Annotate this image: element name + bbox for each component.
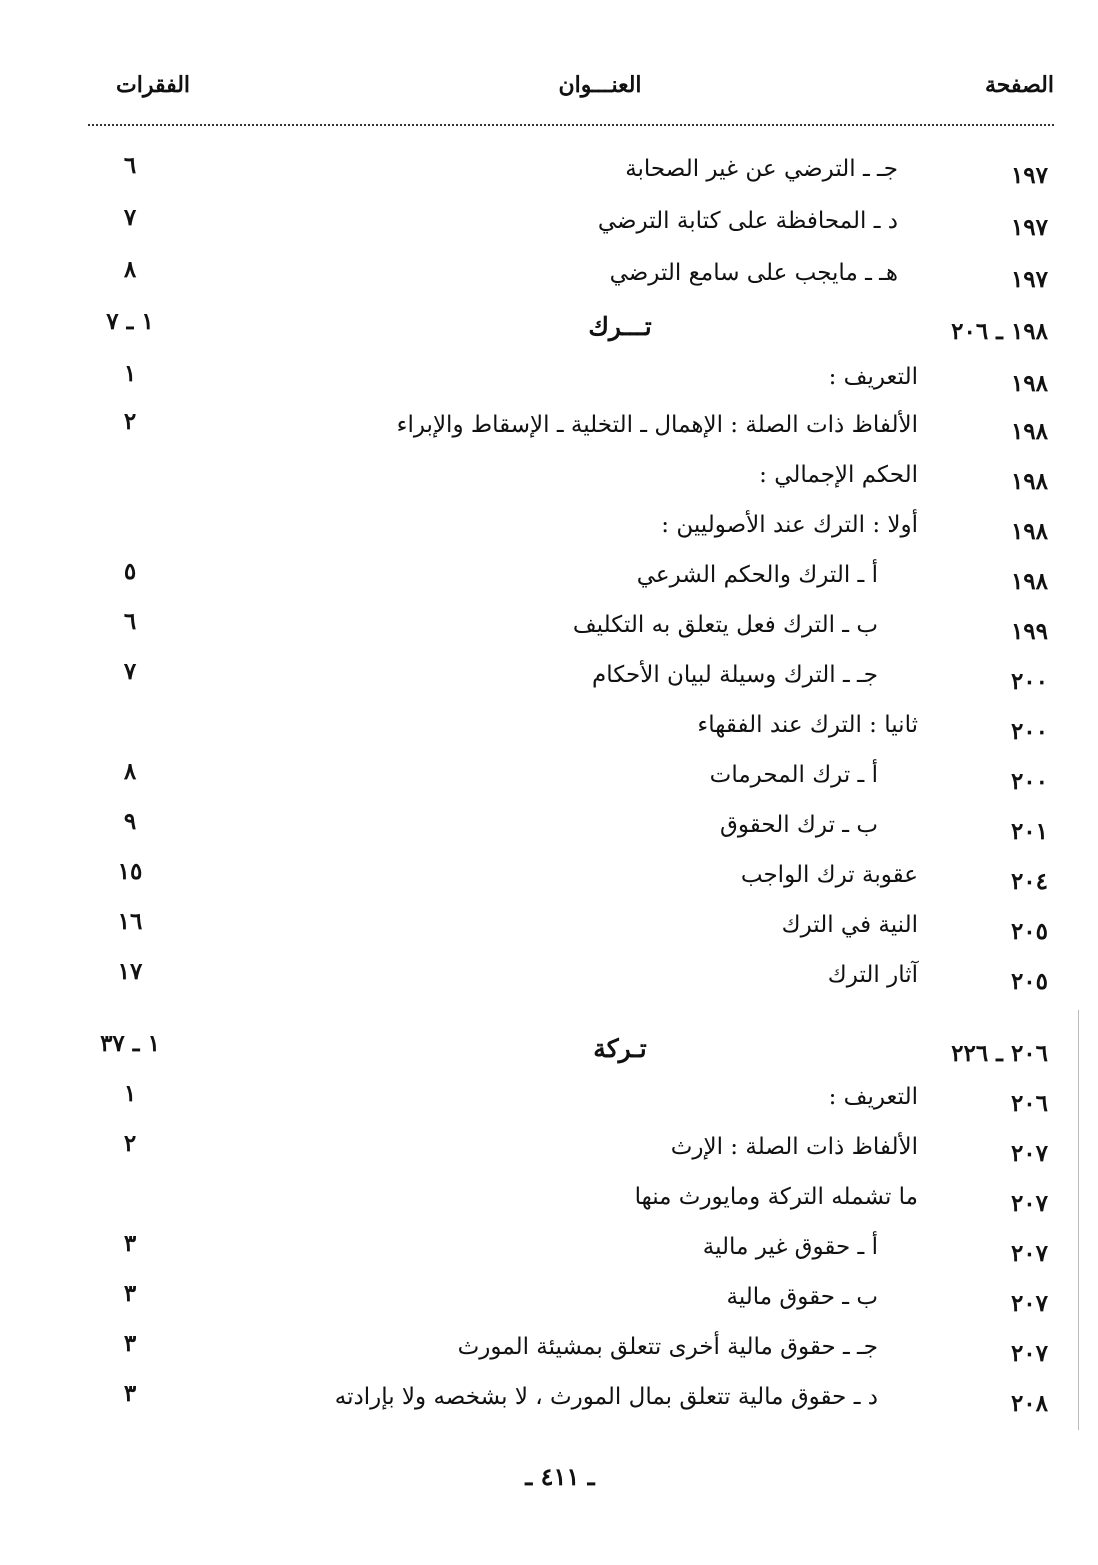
- index-row: [0, 908, 1098, 952]
- index-row: [0, 608, 1098, 652]
- row-title: أ ـ حقوق غير مالية: [702, 1234, 878, 1260]
- row-page: ٢٠٧: [1010, 1240, 1048, 1267]
- row-page: ١٩٨: [1010, 518, 1048, 545]
- index-row: [0, 512, 1098, 552]
- row-title: أ ـ ترك المحرمات: [709, 762, 878, 788]
- index-row: [0, 204, 1098, 248]
- section-title: تـــرك: [588, 312, 652, 341]
- row-title: أولا : الترك عند الأصوليين :: [661, 512, 918, 538]
- index-row: [0, 1230, 1098, 1274]
- row-title: أ ـ الترك والحكم الشرعي: [636, 562, 878, 588]
- row-title: عقوبة ترك الواجب: [740, 862, 918, 888]
- index-row: [0, 256, 1098, 300]
- title-column-header: العنـــوان: [558, 72, 642, 98]
- index-row: [0, 658, 1098, 702]
- row-title: ما تشمله التركة ومايورث منها: [634, 1184, 918, 1210]
- row-title: ب ـ الترك فعل يتعلق به التكليف: [572, 612, 878, 638]
- row-paragraphs: ١٦: [117, 908, 143, 935]
- index-row: [0, 808, 1098, 852]
- section-row: [0, 1030, 1098, 1074]
- row-paragraphs: ٨: [123, 256, 137, 283]
- row-paragraphs: ١ ـ ٧: [106, 308, 154, 335]
- row-page: ٢٠٨: [1010, 1390, 1048, 1417]
- page-column-header: الصفحة: [984, 72, 1054, 98]
- row-paragraphs: ٢: [123, 1130, 137, 1157]
- row-title: ب ـ حقوق مالية: [726, 1284, 878, 1310]
- index-row: [0, 758, 1098, 802]
- row-page: ٢٠٠: [1010, 718, 1048, 745]
- row-paragraphs: ١: [123, 360, 137, 387]
- index-row: [0, 1080, 1098, 1124]
- row-page: ٢٠٦: [1010, 1090, 1048, 1117]
- section-title: تـركة: [593, 1034, 647, 1063]
- row-title: الحكم الإجمالي :: [759, 462, 918, 488]
- row-title: جـ ـ الترك وسيلة لبيان الأحكام: [592, 662, 878, 688]
- row-paragraphs: ٦: [123, 152, 137, 179]
- row-page: ٢٠٠: [1010, 768, 1048, 795]
- row-paragraphs: ٣: [123, 1330, 137, 1357]
- index-row: [0, 360, 1098, 404]
- section-row: [0, 308, 1098, 352]
- row-title: د ـ حقوق مالية تتعلق بمال المورث ، لا بشخصه ولا بإرادته: [334, 1384, 878, 1410]
- row-paragraphs: ١٧: [117, 958, 143, 985]
- row-page: ٢٠٥: [1010, 968, 1048, 995]
- row-page: ١٩٨: [1010, 568, 1048, 595]
- row-page: ٢٠٧: [1010, 1340, 1048, 1367]
- row-paragraphs: ٧: [123, 204, 137, 231]
- row-page: ١٩٨: [1010, 468, 1048, 495]
- row-page: ٢٠٧: [1010, 1140, 1048, 1167]
- index-row: [0, 958, 1098, 1002]
- index-row: [0, 1380, 1098, 1424]
- row-page: ٢٠٤: [1010, 868, 1048, 895]
- row-page: ١٩٨: [1010, 370, 1048, 397]
- row-page: ٢٠٥: [1010, 918, 1048, 945]
- row-paragraphs: ٣: [123, 1280, 137, 1307]
- row-paragraphs: ٣: [123, 1230, 137, 1257]
- row-page: ١٩٩: [1010, 618, 1048, 645]
- row-title: التعريف :: [828, 1084, 918, 1110]
- row-page: ٢٠٦ ـ ٢٢٦: [951, 1040, 1048, 1067]
- row-title: ثانيا : الترك عند الفقهاء: [697, 712, 918, 738]
- row-paragraphs: ٥: [123, 558, 137, 585]
- row-paragraphs: ٧: [123, 658, 137, 685]
- row-page: ٢٠٠: [1010, 668, 1048, 695]
- paragraphs-column-header: الفقرات: [116, 72, 191, 98]
- header-dotted-divider: [88, 124, 1054, 126]
- index-row: [0, 1330, 1098, 1374]
- index-row: [0, 462, 1098, 502]
- row-page: ١٩٧: [1010, 162, 1048, 189]
- row-title: هـ ـ مايجب على سامع الترضي: [609, 260, 898, 286]
- row-paragraphs: ١: [123, 1080, 137, 1107]
- row-page: ٢٠١: [1010, 818, 1048, 845]
- row-paragraphs: ٩: [123, 808, 137, 835]
- row-page: ١٩٨: [1010, 418, 1048, 445]
- index-row: [0, 1184, 1098, 1224]
- index-row: [0, 408, 1098, 452]
- row-page: ٢٠٧: [1010, 1290, 1048, 1317]
- row-title: جـ ـ الترضي عن غير الصحابة: [625, 156, 898, 182]
- row-title: جـ ـ حقوق مالية أخرى تتعلق بمشيئة المورث: [457, 1334, 878, 1360]
- index-row: [0, 1130, 1098, 1174]
- index-row: [0, 152, 1098, 196]
- row-title: الألفاظ ذات الصلة : الإرث: [670, 1134, 918, 1160]
- row-title: ب ـ ترك الحقوق: [720, 812, 878, 838]
- row-page: ١٩٧: [1010, 214, 1048, 241]
- index-row: [0, 712, 1098, 752]
- row-paragraphs: ٢: [123, 408, 137, 435]
- row-title: الألفاظ ذات الصلة : الإهمال ـ التخلية ـ الإسقاط والإبراء: [396, 412, 918, 438]
- page-edge-line: [1078, 1010, 1079, 1430]
- index-row: [0, 858, 1098, 902]
- row-title: آثار الترك: [827, 962, 918, 988]
- row-paragraphs: ١٥: [117, 858, 143, 885]
- row-paragraphs: ٦: [123, 608, 137, 635]
- row-title: التعريف :: [828, 364, 918, 390]
- page-number: ـ ٤١١ ـ: [525, 1462, 595, 1491]
- row-paragraphs: ١ ـ ٣٧: [100, 1030, 160, 1057]
- row-page: ٢٠٧: [1010, 1190, 1048, 1217]
- row-title: النية في الترك: [781, 912, 918, 938]
- row-paragraphs: ٣: [123, 1380, 137, 1407]
- row-title: د ـ المحافظة على كتابة الترضي: [597, 208, 898, 234]
- index-row: [0, 1280, 1098, 1324]
- row-paragraphs: ٨: [123, 758, 137, 785]
- row-page: ١٩٨ ـ ٢٠٦: [951, 318, 1048, 345]
- row-page: ١٩٧: [1010, 266, 1048, 293]
- index-row: [0, 558, 1098, 602]
